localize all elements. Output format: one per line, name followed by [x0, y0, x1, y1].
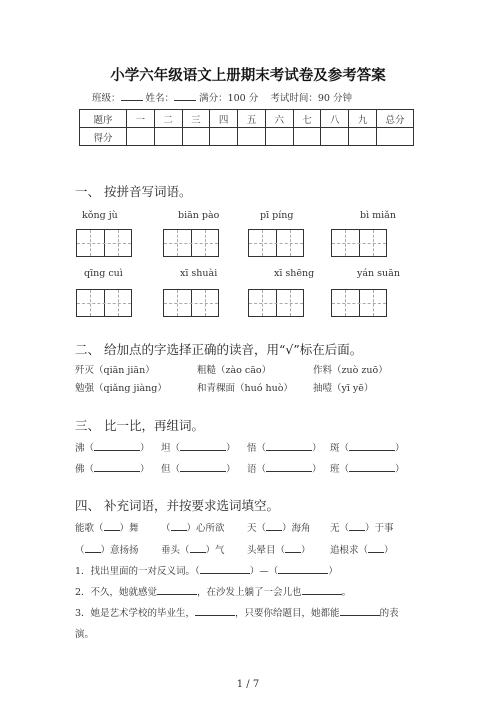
writing-grid[interactable] — [76, 229, 132, 257]
score-row — [80, 128, 414, 146]
score-cell[interactable] — [349, 128, 377, 146]
answer-blank[interactable] — [200, 563, 250, 574]
idiom-item[interactable]: 追根求（ ） — [330, 542, 394, 556]
question-3: 3．她是艺术学校的毕业生， ，只要你给题目，她都能 的表 — [75, 605, 399, 619]
pinyin-label: bì miǎn — [360, 210, 396, 221]
score-header-row — [80, 110, 414, 128]
score-header-cell: 三 — [182, 110, 210, 128]
answer-blank[interactable] — [340, 605, 380, 616]
full-score: 满分：100 分 — [199, 93, 259, 104]
question-1: 1．找出里面的一对反义词。（ ）—（ ） — [75, 563, 338, 577]
reading-item[interactable]: 和青稞面（huó huò） — [197, 383, 293, 394]
compare-item[interactable]: 悟（ ） — [247, 440, 322, 454]
section4-heading: 四、 补充词语，并按要求选词填空。 — [75, 498, 279, 513]
class-label: 班级： — [92, 93, 121, 104]
idiom-item[interactable]: 头晕目（ ） — [247, 542, 311, 556]
writing-grid[interactable] — [248, 289, 304, 317]
exam-info — [92, 90, 352, 104]
reading-item[interactable]: 抽噎（yī yē） — [313, 383, 374, 394]
idiom-item[interactable]: 能歌（ ）舞 — [75, 520, 139, 534]
reading-item[interactable]: 歼灭（qiān jiān） — [75, 365, 155, 376]
section1-heading: 一、 按拼音写词语。 — [75, 184, 192, 199]
score-header-cell: 一 — [127, 110, 155, 128]
writing-grid[interactable] — [331, 229, 387, 257]
compare-item[interactable]: 沸（ ） — [75, 440, 150, 454]
score-header-cell: 题序 — [80, 110, 127, 128]
score-cell[interactable] — [182, 128, 210, 146]
answer-blank[interactable] — [195, 605, 235, 616]
idiom-item[interactable]: 无（ ）于事 — [330, 520, 394, 534]
score-header-cell: 四 — [210, 110, 238, 128]
score-cell[interactable] — [154, 128, 182, 146]
score-header-cell: 九 — [349, 110, 377, 128]
compare-item[interactable]: 班（ ） — [330, 461, 405, 475]
score-header-cell: 七 — [293, 110, 321, 128]
answer-blank[interactable] — [302, 584, 342, 595]
class-blank[interactable] — [121, 91, 143, 101]
page-number: 1 / 7 — [236, 679, 260, 690]
writing-grid[interactable] — [331, 289, 387, 317]
score-cell[interactable] — [265, 128, 293, 146]
compare-item[interactable]: 斑（ ） — [330, 440, 405, 454]
question-2: 2．不久，她就感觉 ，在沙发上躺了一会儿也 。 — [75, 584, 351, 598]
score-row-label: 得分 — [80, 128, 127, 146]
writing-grid[interactable] — [248, 229, 304, 257]
compare-item[interactable]: 佛（ ） — [75, 461, 150, 475]
pinyin-label: pī píng — [260, 210, 294, 221]
name-label: 姓名： — [145, 93, 175, 104]
score-header-cell: 八 — [321, 110, 349, 128]
score-table — [79, 109, 414, 146]
exam-time: 考试时间：90 分钟 — [270, 93, 352, 104]
score-header-cell: 六 — [265, 110, 293, 128]
idiom-item[interactable]: （ ）心所欲 — [161, 520, 225, 534]
section3-heading: 三、 比一比，再组词。 — [75, 418, 204, 433]
compare-item[interactable]: 坦（ ） — [161, 440, 236, 454]
score-header-cell: 五 — [238, 110, 266, 128]
idiom-item[interactable]: 垂头（ ）气 — [161, 542, 225, 556]
writing-grid[interactable] — [76, 289, 132, 317]
reading-item[interactable]: 作料（zuò zuō） — [313, 365, 388, 376]
pinyin-label: xī shēng — [274, 268, 315, 279]
pinyin-label: biān pào — [178, 210, 220, 221]
name-blank[interactable] — [174, 91, 196, 101]
score-cell[interactable] — [377, 128, 414, 146]
idiom-item[interactable]: 天（ ）海角 — [247, 520, 311, 534]
pinyin-label: qīng cuì — [84, 268, 123, 279]
compare-item[interactable]: 语（ ） — [247, 461, 322, 475]
score-cell[interactable] — [321, 128, 349, 146]
idiom-item[interactable]: （ ）意扬扬 — [75, 542, 139, 556]
writing-grid[interactable] — [163, 289, 219, 317]
pinyin-label: kǒng jù — [82, 210, 118, 221]
compare-item[interactable]: 但（ ） — [161, 461, 236, 475]
answer-blank[interactable] — [157, 584, 197, 595]
question-3-continued: 演。 — [75, 629, 95, 640]
score-header-cell: 二 — [154, 110, 182, 128]
section2-heading: 二、 给加点的字选择正确的读音，用“√”标在后面。 — [75, 342, 363, 357]
reading-item[interactable]: 勉强（qiǎng jiàng） — [75, 383, 167, 394]
score-cell[interactable] — [293, 128, 321, 146]
page-title: 小学六年级语文上册期末考试卷及参考答案 — [110, 67, 386, 84]
score-cell[interactable] — [127, 128, 155, 146]
pinyin-label: xī shuài — [180, 268, 218, 279]
writing-grid[interactable] — [163, 229, 219, 257]
reading-item[interactable]: 粗糙（zào cāo） — [197, 365, 272, 376]
answer-blank[interactable] — [278, 563, 328, 574]
score-cell[interactable] — [210, 128, 238, 146]
pinyin-label: yán suān — [357, 268, 400, 279]
score-header-cell: 总分 — [377, 110, 414, 128]
score-cell[interactable] — [238, 128, 266, 146]
